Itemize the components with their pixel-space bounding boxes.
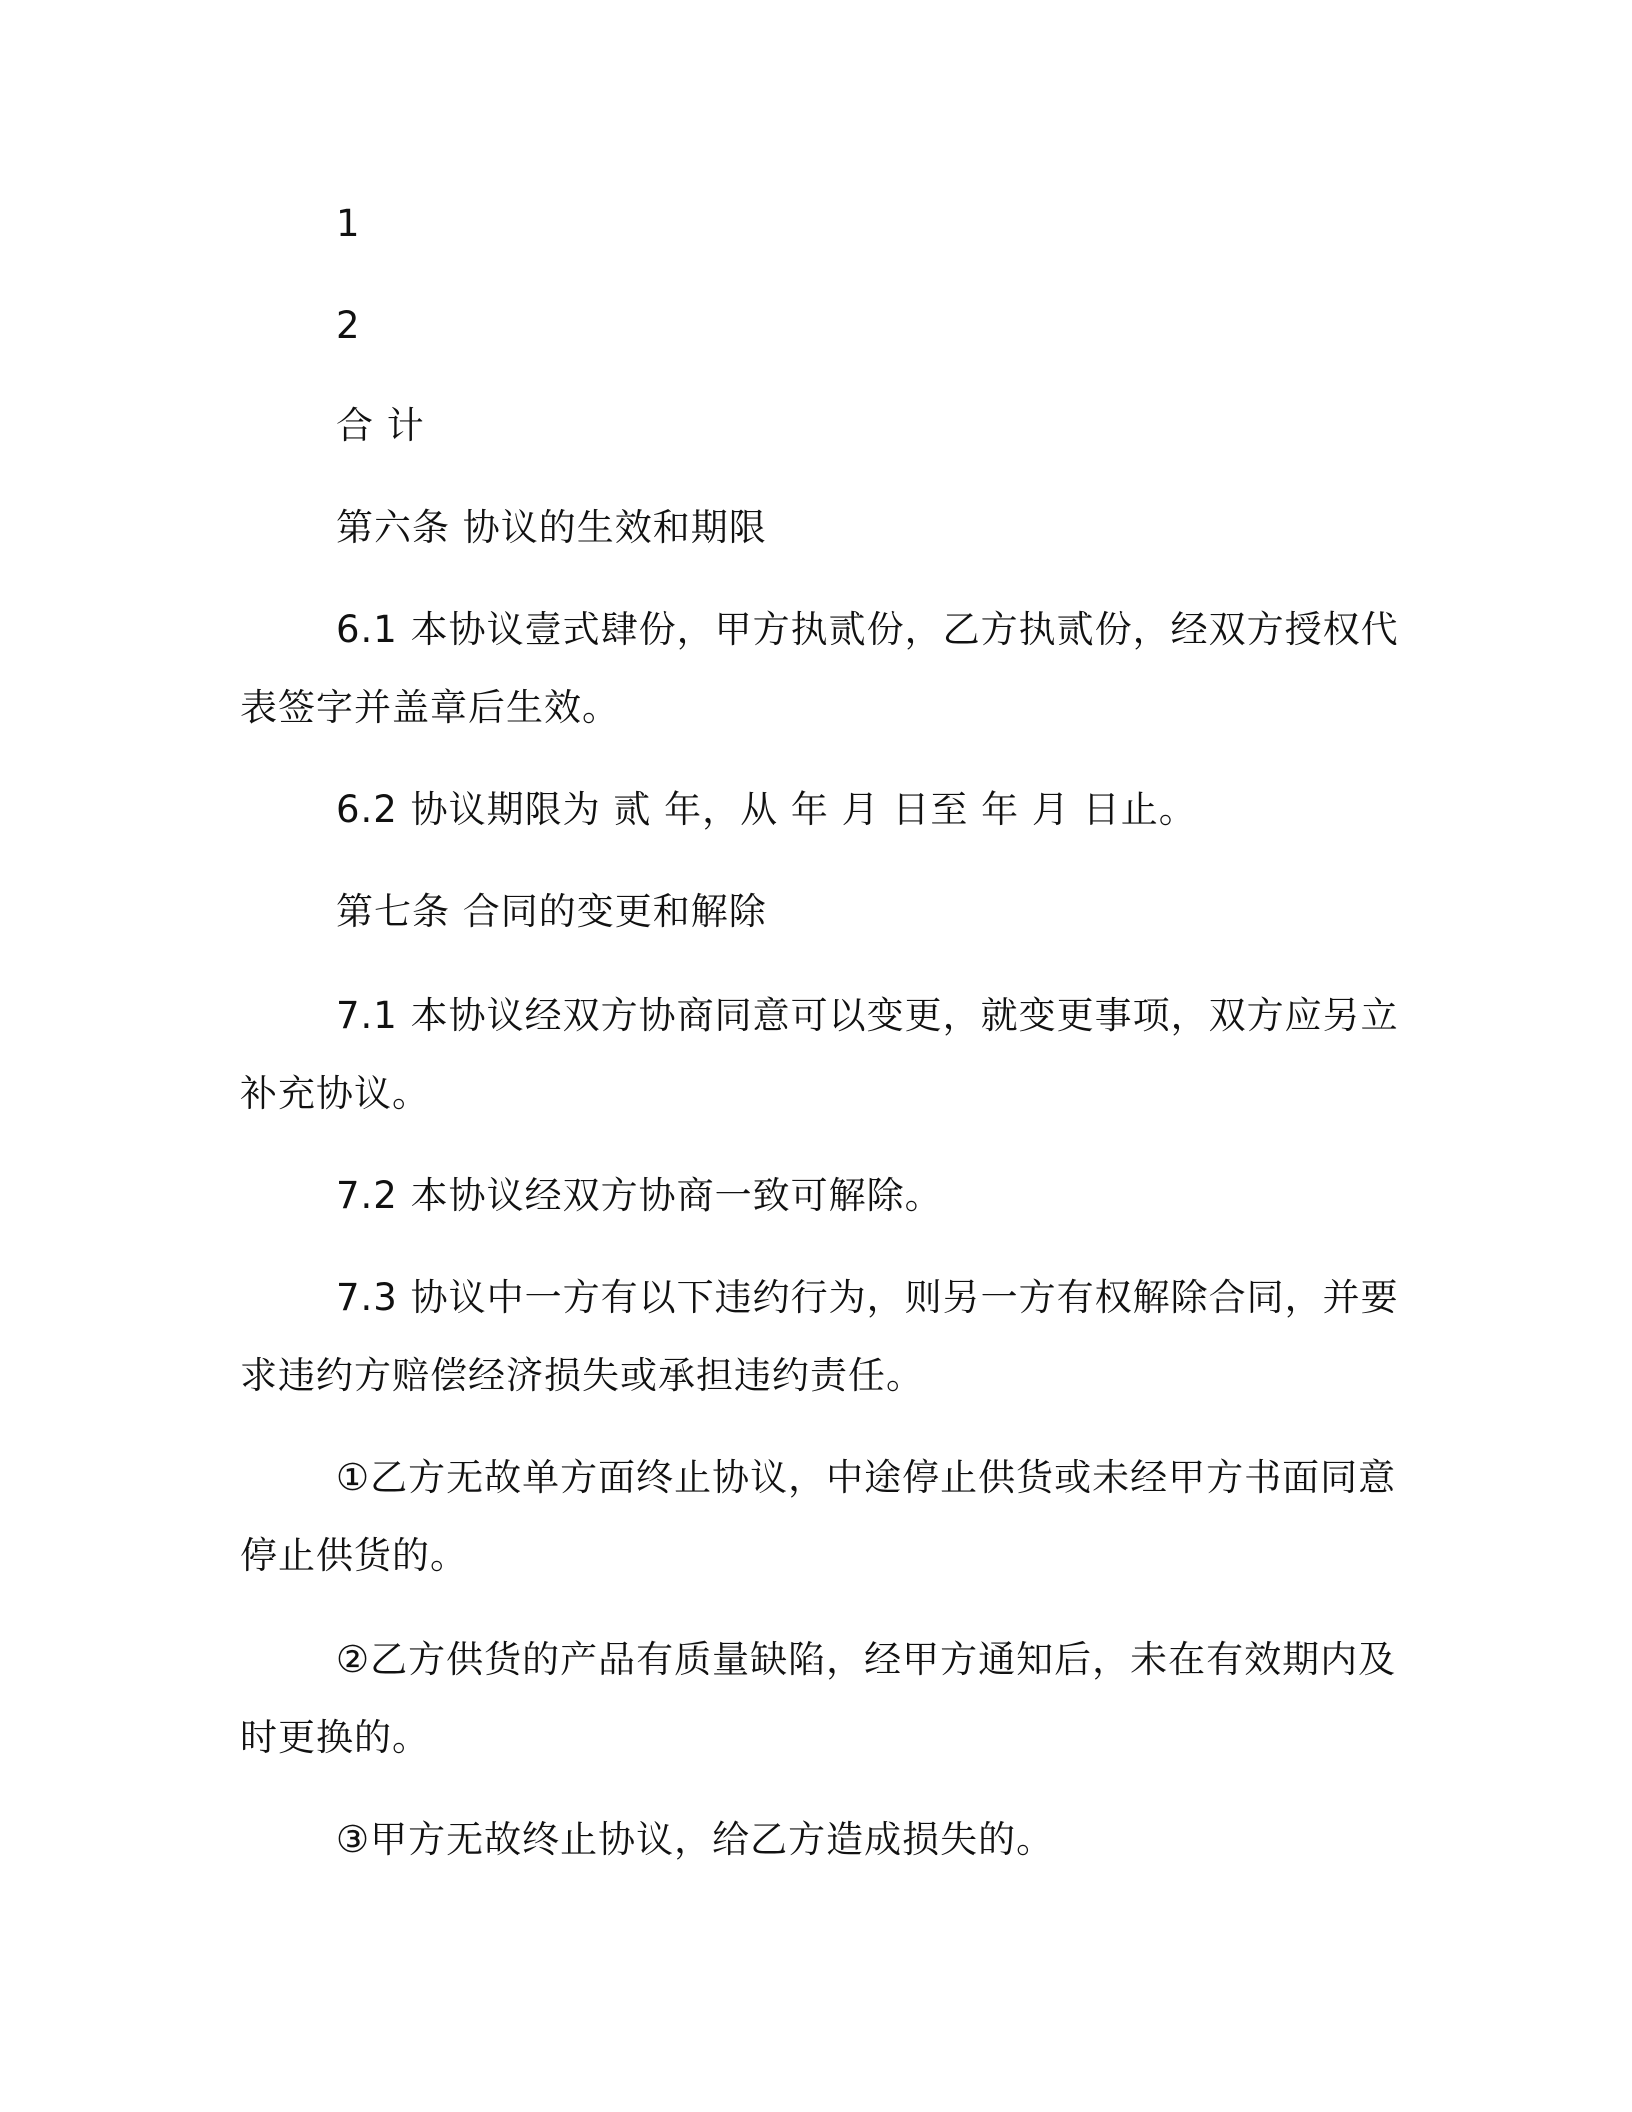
table-row-number-1: 1	[336, 202, 361, 245]
clause-6-1-line-1: 6.1 本协议壹式肆份，甲方执贰份，乙方执贰份，经双方授权代	[336, 608, 1399, 651]
clause-7-3-line-2: 求违约方赔偿经济损失或承担违约责任。	[240, 1354, 924, 1397]
item-3: ③甲方无故终止协议，给乙方造成损失的。	[336, 1818, 1055, 1861]
clause-7-2: 7.2 本协议经双方协商一致可解除。	[336, 1174, 943, 1217]
clause-7-3-line-1: 7.3 协议中一方有以下违约行为，则另一方有权解除合同，并要	[336, 1276, 1399, 1319]
article-7-heading: 第七条 合同的变更和解除	[336, 890, 767, 933]
item-1-line-1: ①乙方无故单方面终止协议，中途停止供货或未经甲方书面同意	[336, 1456, 1397, 1499]
clause-7-1-line-2: 补充协议。	[240, 1072, 430, 1115]
table-row-number-2: 2	[336, 304, 361, 347]
item-2-line-1: ②乙方供货的产品有质量缺陷，经甲方通知后，未在有效期内及	[336, 1638, 1397, 1681]
item-2-line-2: 时更换的。	[240, 1716, 430, 1759]
clause-6-2: 6.2 协议期限为 贰 年，从 年 月 日至 年 月 日止。	[336, 788, 1197, 831]
article-6-heading: 第六条 协议的生效和期限	[336, 506, 767, 549]
clause-7-1-line-1: 7.1 本协议经双方协商同意可以变更，就变更事项，双方应另立	[336, 994, 1399, 1037]
item-1-line-2: 停止供货的。	[240, 1534, 468, 1577]
table-total-label: 合 计	[336, 404, 425, 447]
clause-6-1-line-2: 表签字并盖章后生效。	[240, 686, 620, 729]
